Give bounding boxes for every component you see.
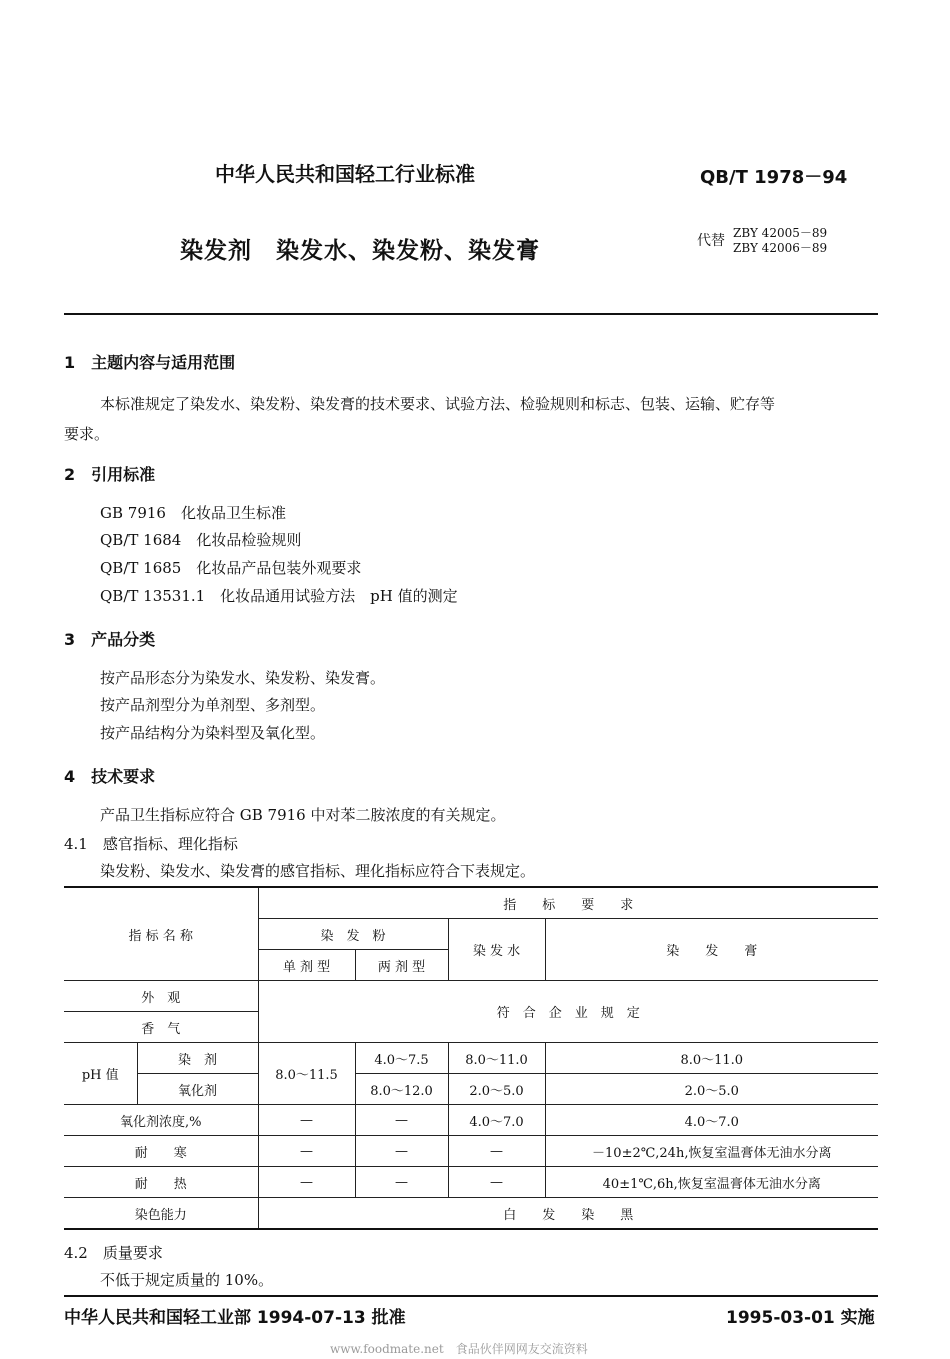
header-requirements: 指 标 要 求 <box>258 887 878 919</box>
cell-heat-cream: 40±1℃,6h,恢复室温膏体无油水分离 <box>545 1167 878 1198</box>
section-4-1-text: 染发粉、染发水、染发膏的感官指标、理化指标应符合下表规定。 <box>100 862 536 880</box>
cell-ph-single: 8.0～11.5 <box>258 1043 355 1105</box>
document-title: 染发剂 染发水、染发粉、染发膏 <box>180 238 540 264</box>
row-heat-resistance: 耐 热 <box>64 1167 258 1198</box>
section-4-2-text: 不低于规定质量的 10%。 <box>100 1271 274 1289</box>
cell-conc-single: — <box>258 1105 355 1136</box>
cell-ph-ox-cream: 2.0～5.0 <box>545 1074 878 1105</box>
cell-conc-water: 4.0～7.0 <box>448 1105 545 1136</box>
reference-item: GB 7916 化妆品卫生标准 <box>100 504 286 522</box>
row-appearance: 外 观 <box>64 981 258 1012</box>
standard-number: QB/T 1978－94 <box>700 167 848 188</box>
row-ph: pH 值 <box>64 1043 137 1105</box>
section-4-text: 产品卫生指标应符合 GB 7916 中对苯二胺浓度的有关规定。 <box>100 806 506 824</box>
cell-cold-water: — <box>448 1136 545 1167</box>
cell-ph-dye-water: 8.0～11.0 <box>448 1043 545 1074</box>
cell-dyeing-value: 白 发 染 黑 <box>258 1198 878 1230</box>
cell-heat-water: — <box>448 1167 545 1198</box>
header-single-type: 单 剂 型 <box>258 950 355 981</box>
row-ph-dye: 染 剂 <box>137 1043 258 1074</box>
section-1-text-line1: 本标准规定了染发水、染发粉、染发膏的技术要求、试验方法、检验规则和标志、包装、运输、贮存等 <box>100 395 776 413</box>
header-divider <box>64 313 878 315</box>
section-1-heading: 1 主题内容与适用范围 <box>64 353 236 372</box>
section-2-heading: 2 引用标准 <box>64 465 156 484</box>
row-odor: 香 气 <box>64 1012 258 1043</box>
cell-conc-double: — <box>355 1105 448 1136</box>
cell-cold-cream: －10±2℃,24h,恢复室温膏体无油水分离 <box>545 1136 878 1167</box>
standard-category-title: 中华人民共和国轻工行业标准 <box>215 162 475 186</box>
section-4-2-heading: 4.2 质量要求 <box>64 1244 163 1262</box>
header-indicator-name: 指 标 名 称 <box>64 887 258 981</box>
cell-conc-cream: 4.0～7.0 <box>545 1105 878 1136</box>
cell-cold-double: — <box>355 1136 448 1167</box>
section-3-heading: 3 产品分类 <box>64 630 156 649</box>
row-ph-oxidant: 氧化剂 <box>137 1074 258 1105</box>
row-dyeing-ability: 染色能力 <box>64 1198 258 1230</box>
replaces-standard-1: ZBY 42005－89 <box>733 226 828 240</box>
watermark-text: www.foodmate.net 食品伙伴网网友交流资料 <box>330 1342 588 1356</box>
row-oxidant-concentration: 氧化剂浓度,% <box>64 1105 258 1136</box>
section-1-text-line2: 要求。 <box>64 425 110 443</box>
specification-table <box>64 886 878 1230</box>
footer-divider <box>64 1295 878 1297</box>
classification-item: 按产品结构分为染料型及氧化型。 <box>100 724 326 742</box>
replaces-label: 代替 <box>697 233 725 249</box>
header-dye-powder: 染 发 粉 <box>258 919 448 950</box>
implementation-date: 1995-03-01 实施 <box>726 1308 875 1328</box>
cell-heat-double: — <box>355 1167 448 1198</box>
header-dye-cream: 染 发 膏 <box>545 919 878 981</box>
section-4-heading: 4 技术要求 <box>64 767 156 786</box>
header-double-type: 两 剂 型 <box>355 950 448 981</box>
cell-ph-ox-double: 8.0～12.0 <box>355 1074 448 1105</box>
reference-item: QB/T 1685 化妆品产品包装外观要求 <box>100 559 362 577</box>
classification-item: 按产品剂型分为单剂型、多剂型。 <box>100 696 326 714</box>
reference-item: QB/T 1684 化妆品检验规则 <box>100 531 302 549</box>
cell-cold-single: — <box>258 1136 355 1167</box>
cell-ph-ox-water: 2.0～5.0 <box>448 1074 545 1105</box>
reference-item: QB/T 13531.1 化妆品通用试验方法 pH 值的测定 <box>100 587 458 605</box>
header-dye-water: 染 发 水 <box>448 919 545 981</box>
section-4-1-heading: 4.1 感官指标、理化指标 <box>64 835 238 853</box>
cell-conform-enterprise: 符 合 企 业 规 定 <box>258 981 878 1043</box>
replaces-standard-2: ZBY 42006－89 <box>733 241 828 255</box>
cell-ph-dye-double: 4.0～7.5 <box>355 1043 448 1074</box>
cell-ph-dye-cream: 8.0～11.0 <box>545 1043 878 1074</box>
approval-line: 中华人民共和国轻工业部 1994-07-13 批准 <box>64 1308 406 1328</box>
classification-item: 按产品形态分为染发水、染发粉、染发膏。 <box>100 669 386 687</box>
cell-heat-single: — <box>258 1167 355 1198</box>
row-cold-resistance: 耐 寒 <box>64 1136 258 1167</box>
